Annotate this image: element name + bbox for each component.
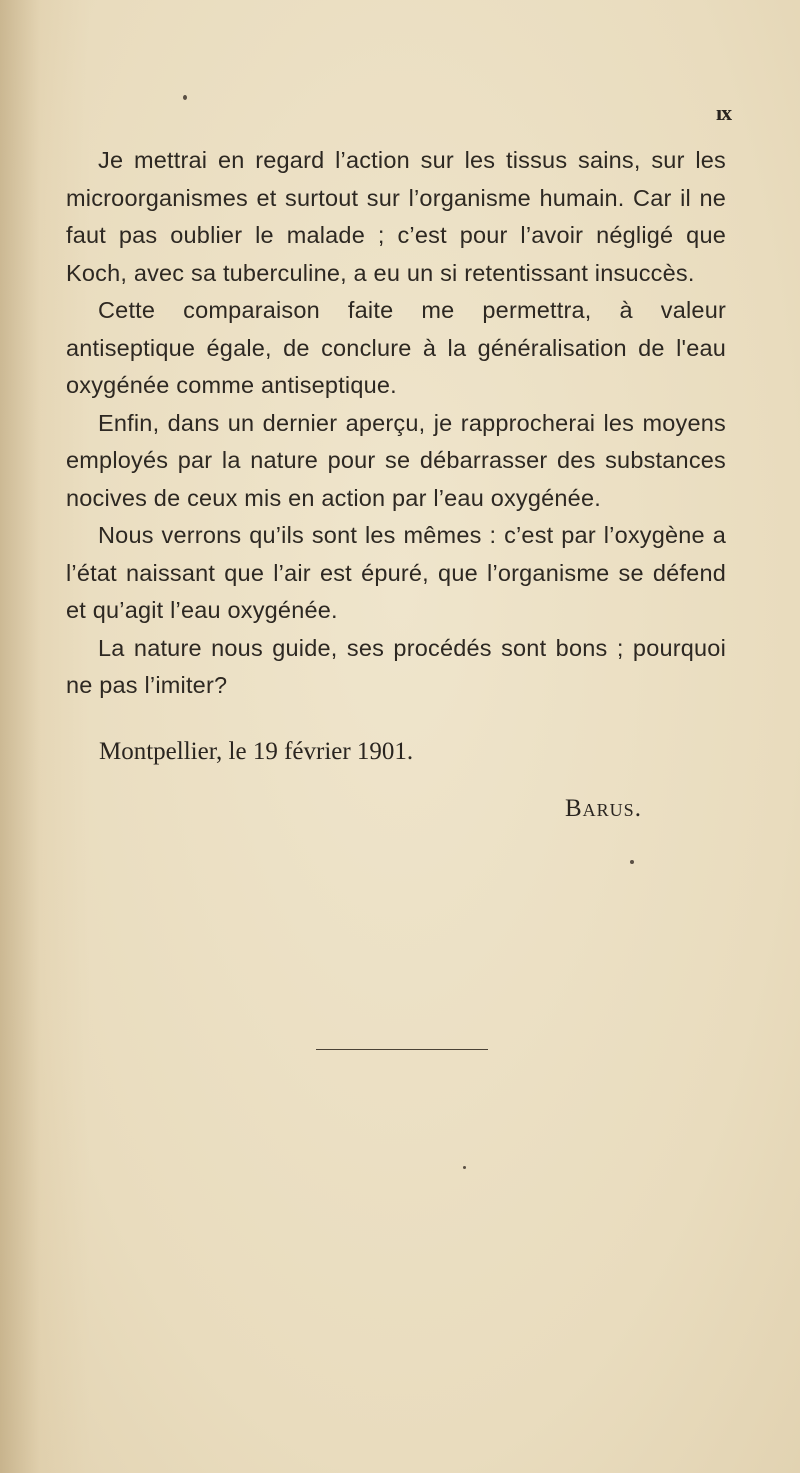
paragraph-4: Nous verrons qu’ils sont les mêmes : c’est par l’oxygène a l’état naissant que l’air est épuré, que l’organisme se défend et qu’agit l’eau oxygénée.	[66, 522, 726, 623]
paragraph-5: La nature nous guide, ses procédés sont bons ; pourquoi ne pas l’imiter?	[66, 634, 726, 698]
paragraph-2: Cette comparaison faite me permettra, à valeur antiseptique égale, de conclure à la généralisation de l'eau oxygénée comme antiseptique.	[66, 297, 726, 398]
signature: Barus.	[565, 795, 642, 822]
paragraph-3: Enfin, dans un dernier aperçu, je rapprocherai les moyens employés par la nature pour se débarrasser des substances nocives de ceux mis en action par l’eau oxygénée.	[66, 409, 726, 511]
paper-speck	[630, 860, 634, 864]
body-text	[66, 142, 726, 705]
paper-speck	[463, 1166, 466, 1169]
dateline: Montpellier, le 19 février 1901.	[99, 738, 414, 765]
paragraph-1: Je mettrai en regard l’action sur les tissus sains, sur les microorganismes et surtout sur l’organisme humain. Car il ne faut pas oublier le malade ; c’est pour l’avoir négligé que Koch, avec sa tuberculine, a eu un si retentissant insuccès.	[66, 147, 726, 286]
closing-rule	[316, 1049, 488, 1050]
page-number: ıx	[716, 100, 732, 125]
paper-speck	[183, 95, 187, 100]
